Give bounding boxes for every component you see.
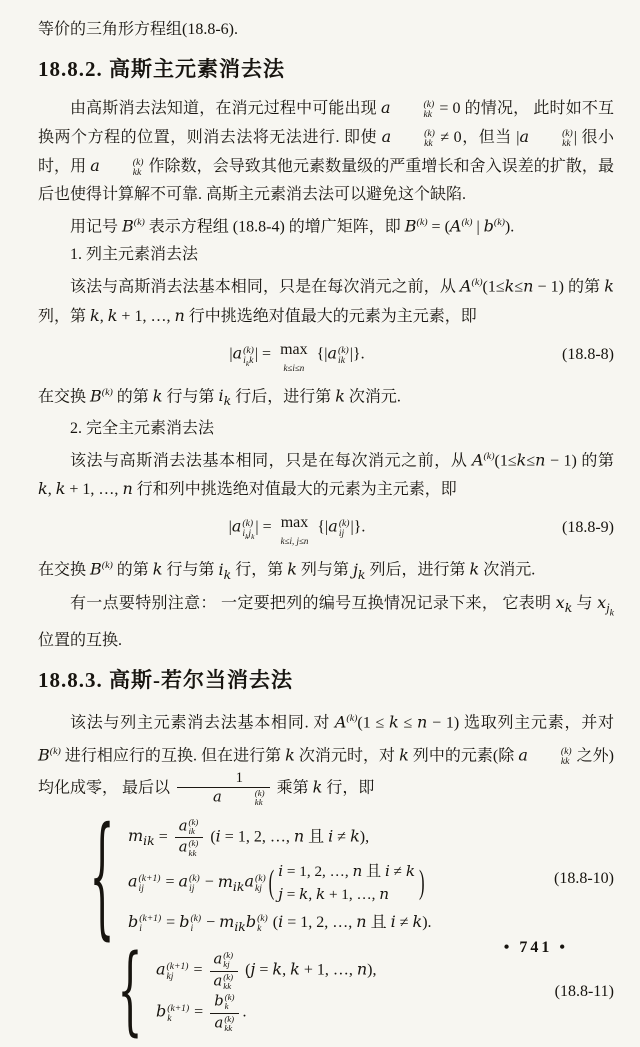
paragraph-gauss-jordan: 该法与列主元素消去法基本相同. 对 $A^{(k)}(1 \le k \le n - 1)$ 选取列主元素，并对 $B^{(k)}$ 进行相应行的互换. 但在进行第 k 次消元时，对 k 列中的元素(除 a (k) kk 之外)均化成零， 最后以 1 a (k) kk 乘第 k 行，即 [38,712,614,808]
equation-line: $m_{ik}$ = a (k) ik a (k) kk (i = 1, 2, …, n 且 i ≠ k), [128,816,370,858]
section-heading-18-8-3: 18.8.3. 高斯-若尔当消去法 [38,668,293,693]
paragraph-notation: 用记号 $B^{(k)}$ 表示方程组 (18.8-4) 的增广矩阵，即 $B^{(k)} = (A^{(k)}$ | $b^{(k)}$). [70,216,515,236]
equation-line: a (k+1) kj = a (k) kj a (k) kk (j = k, k + 1, …, n), [156,950,377,991]
paragraph-note: 有一点要特别注意： 一定要把列的编号互换情况记录下来， 它表明 $x_k$ 与 $x_{j_k}$ 位置的互换. [38,592,614,650]
paragraph-after-18-8-8: 在交换 $B^{(k)}$ 的第 k 行与第 $i_k$ 行后，进行第 k 次消元. [38,385,401,409]
equation-18-8-8 [38,336,614,374]
left-brace: { [117,934,143,1047]
equation-number: (18.8-9) [562,519,614,537]
left-brace: { [89,801,115,955]
page-number: • 741 • [503,939,568,956]
equation-system-lines [128,816,432,943]
equation-system-lines [156,949,377,1035]
paragraph-column-pivot: 该法与高斯消去法基本相同，只是在每次消元之前，从 $A^{(k)}(1\le k\le n - 1)$ 的第 k 列，第 k, k + 1, …, n 行中挑选绝对值最大的元素为主元素，即 [38,276,614,325]
intro-line: 等价的三角形方程组(18.8-6). [38,21,238,38]
equation-line: b (k+1) i = b (k) i − $m_{ik}b$ (k) k (i = 1, 2, …, n 且 i ≠ k). [128,911,432,935]
equation-number: (18.8-10) [554,870,614,888]
equation-number: (18.8-8) [562,345,614,363]
equation-number: (18.8-11) [554,983,614,1001]
paragraph-gauss-pivot-intro: 由高斯消去法知道，在消元过程中可能出现 a (k) kk = 0 的情况， 此时如不互换两个方程的位置，则消去法将无法进行. 即使 a (k) kk ≠ 0，但当 |a (k) kk | 很小时，用 a (k) kk 作除数，会导致其他元素数量级的严重增长和舍入误差的扩散，最后也使得计算解不可靠. 高斯主元素消去法可以避免这个缺陷. [38,98,614,203]
paragraph-after-18-8-9: 在交换 $B^{(k)}$ 的第 k 行与第 $i_k$ 行，第 k 列与第 $j_k$ 列后，进行第 k 次消元. [38,559,536,582]
paragraph-complete-pivot: 该法与高斯消去法基本相同，只是在每次消元之前，从 $A^{(k)}(1\le k\le n - 1)$ 的第 k, k + 1, …, n 行和列中挑选绝对值最大的元素为主元素，即 [38,450,614,499]
subheading-column-pivot: 1. 列主元素消去法 [70,246,199,264]
subheading-complete-pivot: 2. 完全主元素消去法 [70,420,215,438]
equation-line: a (k+1) ij = a (k) ij − $m_{ik}a$ (k) kj ( i = 1, 2, …, n 且 i ≠ k j = k, k + 1, …, n ) [128,861,425,903]
equation-18-8-9 [38,509,614,547]
section-heading-18-8-2: 18.8.2. 高斯主元素消去法 [38,57,285,81]
equation-body: |a (k) $i_kk$ | = max k≤i≤n {|a (k) ik |}. [229,340,365,373]
equation-line: b (k+1) k = b (k) k a (k) kk . [156,992,247,1033]
equation-body: |a (k) $i_kj_k$ | = max k≤i, j≤n {|a (k) ij |}. [228,514,366,547]
